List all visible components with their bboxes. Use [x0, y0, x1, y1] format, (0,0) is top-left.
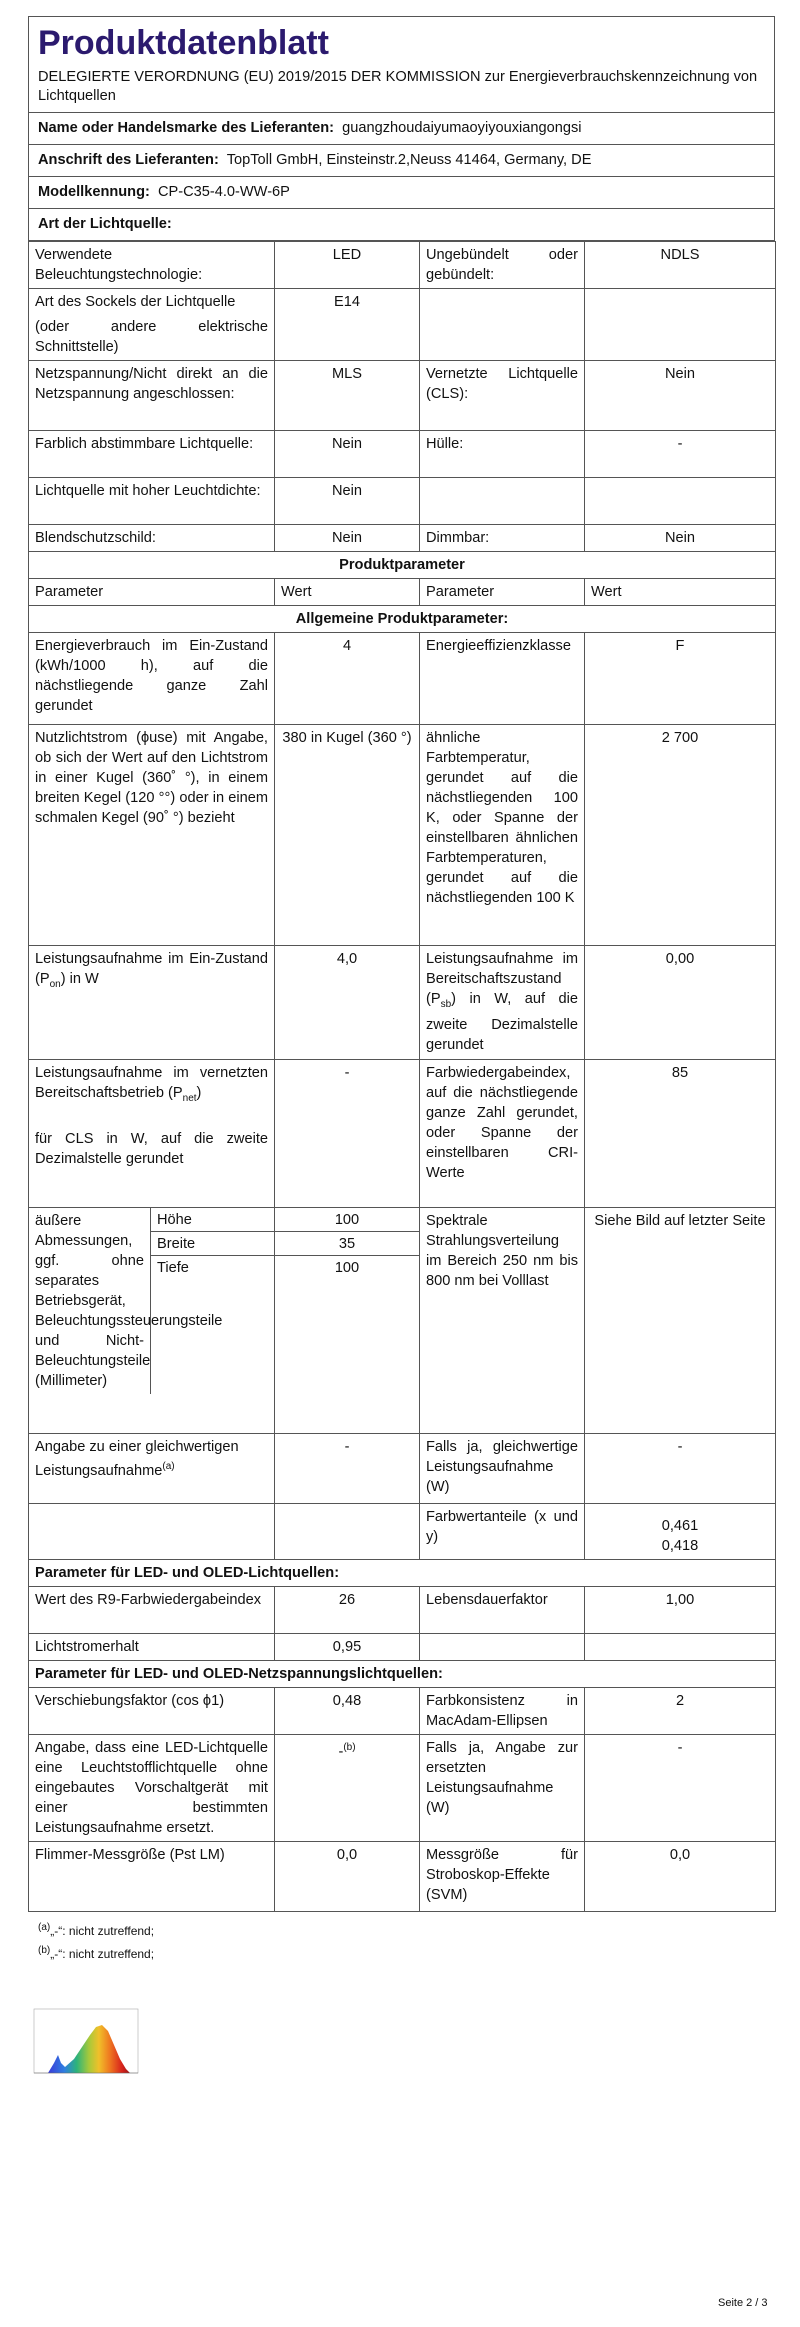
replacement-dash: - — [338, 1743, 344, 1760]
dimensions-values — [275, 1208, 420, 1434]
lumen-maintenance-label: Lichtstromerhalt — [29, 1634, 275, 1661]
standby-power-value: 0,00 — [585, 946, 776, 1060]
color-tunable-value: Nein — [275, 431, 420, 478]
r9-value: 26 — [275, 1587, 420, 1634]
energy-consumption-label: Energieverbrauch im Ein-Zustand (kWh/1000 h), auf die nächstliegende ganze Zahl gerundet — [29, 633, 275, 725]
column-header-param: Parameter — [420, 579, 585, 606]
power-on-label-text: Leistungsaufnahme im Ein-Zustand (P — [35, 951, 268, 987]
cri-label: Farbwiedergabeindex, auf die nächstliegende ganze Zahl gerundet, oder Spanne der einstellbaren CRI-Werte — [420, 1060, 585, 1208]
equiv-footnote-mark: (a) — [162, 1461, 175, 1472]
header-box — [28, 16, 775, 241]
table-row — [29, 1208, 776, 1434]
footnote-a — [38, 1918, 154, 1941]
section-row — [29, 606, 776, 633]
empty-cell — [420, 478, 585, 525]
height-label: Höhe — [151, 1208, 274, 1232]
envelope-value: - — [585, 431, 776, 478]
networked-subscript: net — [182, 1092, 197, 1104]
glare-label: Blendschutzschild: — [29, 525, 275, 552]
bundled-label: Ungebündelt oder gebündelt: — [420, 242, 585, 289]
technology-value: LED — [275, 242, 420, 289]
survival-factor-value: 1,00 — [585, 1587, 776, 1634]
mains-params-heading: Parameter für LED- und OLED-Netzspannungslichtquellen: — [29, 1661, 776, 1688]
chromaticity-value — [585, 1504, 776, 1560]
column-header-param: Parameter — [29, 579, 275, 606]
empty-cell — [585, 1634, 776, 1661]
r9-label: Wert des R9-Farbwiedergabeindex — [29, 1587, 275, 1634]
table-row — [29, 361, 776, 431]
height-value: 100 — [275, 1208, 419, 1232]
standby-power-label — [420, 946, 585, 1060]
fluorescent-replacement-label: Angabe, dass eine LED-Lichtquelle eine Leuchtstofflichtquelle ohne eingebautes Vorschaltgerät mit einer bestimmten Leistungsaufnahme ersetzt. — [29, 1735, 275, 1842]
supplier-name-row — [29, 113, 774, 145]
lumen-maintenance-value: 0,95 — [275, 1634, 420, 1661]
empty-cell — [585, 478, 776, 525]
table-row — [29, 525, 776, 552]
width-value: 35 — [275, 1232, 419, 1256]
stroboscopic-value: 0,0 — [585, 1842, 776, 1912]
fluorescent-replacement-value — [275, 1735, 420, 1842]
replaced-power-value: - — [585, 1735, 776, 1842]
bundled-value: NDLS — [585, 242, 776, 289]
socket-label-line1: Art des Sockels der Lichtquelle — [35, 294, 236, 310]
glare-value: Nein — [275, 525, 420, 552]
cri-value: 85 — [585, 1060, 776, 1208]
color-consistency-value: 2 — [585, 1688, 776, 1735]
power-on-subscript: on — [49, 978, 61, 990]
footnote-b-text: „-“: nicht zutreffend; — [50, 1947, 155, 1961]
table-row — [29, 1587, 776, 1634]
section-row — [29, 1661, 776, 1688]
flicker-label: Flimmer-Messgröße (Pst LM) — [29, 1842, 275, 1912]
dimensions-label: äußere Abmessungen, ggf. ohne separates Betriebsgerät, Beleuchtungssteuerungsteile und Nicht-Beleuchtungsteile (Millimeter) — [35, 1213, 223, 1389]
column-header-value: Wert — [275, 579, 420, 606]
spectral-value: Siehe Bild auf letzter Seite — [585, 1208, 776, 1434]
cls-label: Vernetzte Lichtquelle (CLS): — [420, 361, 585, 431]
footnote-b-mark: (b) — [38, 1945, 51, 1956]
supplier-name-value: guangzhoudaiyumaoyiyouxiangongsi — [342, 120, 582, 136]
displacement-factor-value: 0,48 — [275, 1688, 420, 1735]
empty-cell — [585, 289, 776, 361]
width-label: Breite — [151, 1232, 274, 1256]
displacement-factor-label: Verschiebungsfaktor (cos ϕ1) — [29, 1688, 275, 1735]
luminous-flux-value: 380 in Kugel (360 °) — [275, 725, 420, 946]
table-row — [29, 1842, 776, 1912]
stroboscopic-label: Messgröße für Stroboskop-Effekte (SVM) — [420, 1842, 585, 1912]
empty-cell — [29, 1504, 275, 1560]
networked-label-close: ) — [196, 1085, 202, 1101]
footnote-a-mark: (a) — [38, 1922, 51, 1933]
depth-value: 100 — [334, 1260, 360, 1276]
dimensions-sublabels — [150, 1208, 274, 1394]
datasheet — [28, 16, 775, 1912]
depth-label: Tiefe — [157, 1260, 189, 1276]
color-temperature-value: 2 700 — [585, 725, 776, 946]
high-luminance-value: Nein — [275, 478, 420, 525]
power-on-label-unit: ) in W — [60, 971, 99, 987]
technology-label: Verwendete Beleuchtungstechnologie: — [29, 242, 275, 289]
energy-class-value: F — [585, 633, 776, 725]
networked-label-text: Leistungsaufnahme im vernetzten Bereitschaftsbetrieb (P — [35, 1065, 268, 1101]
replaced-power-label: Falls ja, Angabe zur ersetzten Leistungsaufnahme (W) — [420, 1735, 585, 1842]
table-row — [29, 1688, 776, 1735]
table-row — [29, 431, 776, 478]
table-row — [29, 1735, 776, 1842]
equiv-label-text: Angabe zu einer gleichwertigen Leistungsaufnahme — [35, 1439, 239, 1479]
page-title: Produktdatenblatt — [38, 24, 329, 62]
table-row — [29, 1634, 776, 1661]
networked-label-cls: für CLS in W, auf die zweite Dezimalstelle gerundet — [35, 1130, 268, 1167]
light-source-type-heading: Art der Lichtquelle: — [29, 209, 774, 241]
footnotes — [38, 1918, 154, 1964]
footnote-a-text: „-“: nicht zutreffend; — [50, 1924, 155, 1938]
section-row — [29, 1560, 776, 1587]
empty-cell — [420, 1634, 585, 1661]
chromaticity-y: 0,418 — [661, 1538, 699, 1554]
socket-label-line2: (oder andere elektrische Schnittstelle) — [35, 319, 268, 355]
networked-standby-value: - — [275, 1060, 420, 1208]
led-params-heading: Parameter für LED- und OLED-Lichtquellen: — [29, 1560, 776, 1587]
table-row — [29, 1060, 776, 1208]
equivalent-power-label: Falls ja, gleichwertige Leistungsaufnahme (W) — [420, 1434, 585, 1504]
color-consistency-label: Farbkonsistenz in MacAdam-Ellipsen — [420, 1688, 585, 1735]
mains-label: Netzspannung/Nicht direkt an die Netzspannung angeschlossen: — [29, 361, 275, 431]
supplier-address-value: TopToll GmbH, Einsteinstr.2,Neuss 41464, Germany, DE — [226, 152, 592, 168]
page-number: Seite 2 / 3 — [718, 2297, 768, 2309]
regulation-subtitle: DELEGIERTE VERORDNUNG (EU) 2019/2015 DER KOMMISSION zur Energieverbrauchskennzeichnung von Lichtquellen — [29, 66, 774, 113]
mains-value: MLS — [275, 361, 420, 431]
section-row — [29, 552, 776, 579]
column-header-value: Wert — [585, 579, 776, 606]
general-params-heading: Allgemeine Produktparameter: — [29, 606, 776, 633]
socket-label — [29, 289, 275, 361]
table-row — [29, 289, 776, 361]
table-row — [29, 1504, 776, 1560]
dimensions-cell — [29, 1208, 275, 1434]
energy-consumption-value: 4 — [275, 633, 420, 725]
high-luminance-label: Lichtquelle mit hoher Leuchtdichte: — [29, 478, 275, 525]
color-tunable-label: Farblich abstimmbare Lichtquelle: — [29, 431, 275, 478]
product-params-heading: Produktparameter — [29, 552, 776, 579]
replacement-footnote-mark: (b) — [343, 1742, 356, 1753]
flicker-value: 0,0 — [275, 1842, 420, 1912]
survival-factor-label: Lebensdauerfaktor — [420, 1587, 585, 1634]
supplier-address-label: Anschrift des Lieferanten: — [38, 152, 219, 168]
empty-cell — [420, 289, 585, 361]
model-label: Modellkennung: — [38, 184, 150, 200]
power-on-value: 4,0 — [275, 946, 420, 1060]
cls-value: Nein — [585, 361, 776, 431]
envelope-label: Hülle: — [420, 431, 585, 478]
networked-standby-label — [29, 1060, 275, 1208]
table-row — [29, 633, 776, 725]
standby-label-unit: ) in W, auf die zweite Dezimalstelle gerundet — [426, 991, 578, 1053]
supplier-name-label: Name oder Handelsmarke des Lieferanten: — [38, 120, 335, 136]
dimmable-label: Dimmbar: — [420, 525, 585, 552]
color-temperature-label: ähnliche Farbtemperatur, gerundet auf die nächstliegenden 100 K, oder Spanne der einstellbaren ähnlichen Farbtemperaturen, gerundet auf die nächstliegenden 100 K — [420, 725, 585, 946]
equivalent-power-value: - — [585, 1434, 776, 1504]
footnote-b — [38, 1941, 154, 1964]
standby-subscript: sb — [440, 998, 452, 1010]
standby-label-text: Leistungsaufnahme im Bereitschaftszustand (P — [426, 951, 578, 1007]
table-row — [29, 1434, 776, 1504]
parameter-table — [28, 241, 776, 1912]
spectral-label: Spektrale Strahlungsverteilung im Bereich 250 nm bis 800 nm bei Volllast — [420, 1208, 585, 1434]
supplier-address-row — [29, 145, 774, 177]
equivalent-power-indication-label — [29, 1434, 275, 1504]
chromaticity-x: 0,461 — [661, 1518, 699, 1534]
spectral-distribution-image — [30, 2005, 142, 2080]
chromaticity-label: Farbwertanteile (x und y) — [420, 1504, 585, 1560]
table-row — [29, 725, 776, 946]
energy-class-label: Energieeffizienzklasse — [420, 633, 585, 725]
column-header-row — [29, 579, 776, 606]
luminous-flux-label: Nutzlichtstrom (ϕuse) mit Angabe, ob sich der Wert auf den Lichtstrom in einer Kugel (360˚ °), in einem breiten Kegel (120 °°) oder in einem schmalen Kegel (90˚ °) bezieht — [29, 725, 275, 946]
empty-cell — [275, 1504, 420, 1560]
power-on-label — [29, 946, 275, 1060]
dimmable-value: Nein — [585, 525, 776, 552]
table-row — [29, 478, 776, 525]
model-row — [29, 177, 774, 209]
model-value: CP-C35-4.0-WW-6P — [158, 184, 290, 200]
table-row — [29, 242, 776, 289]
socket-value: E14 — [275, 289, 420, 361]
table-row — [29, 946, 776, 1060]
equivalent-power-indication-value: - — [275, 1434, 420, 1504]
